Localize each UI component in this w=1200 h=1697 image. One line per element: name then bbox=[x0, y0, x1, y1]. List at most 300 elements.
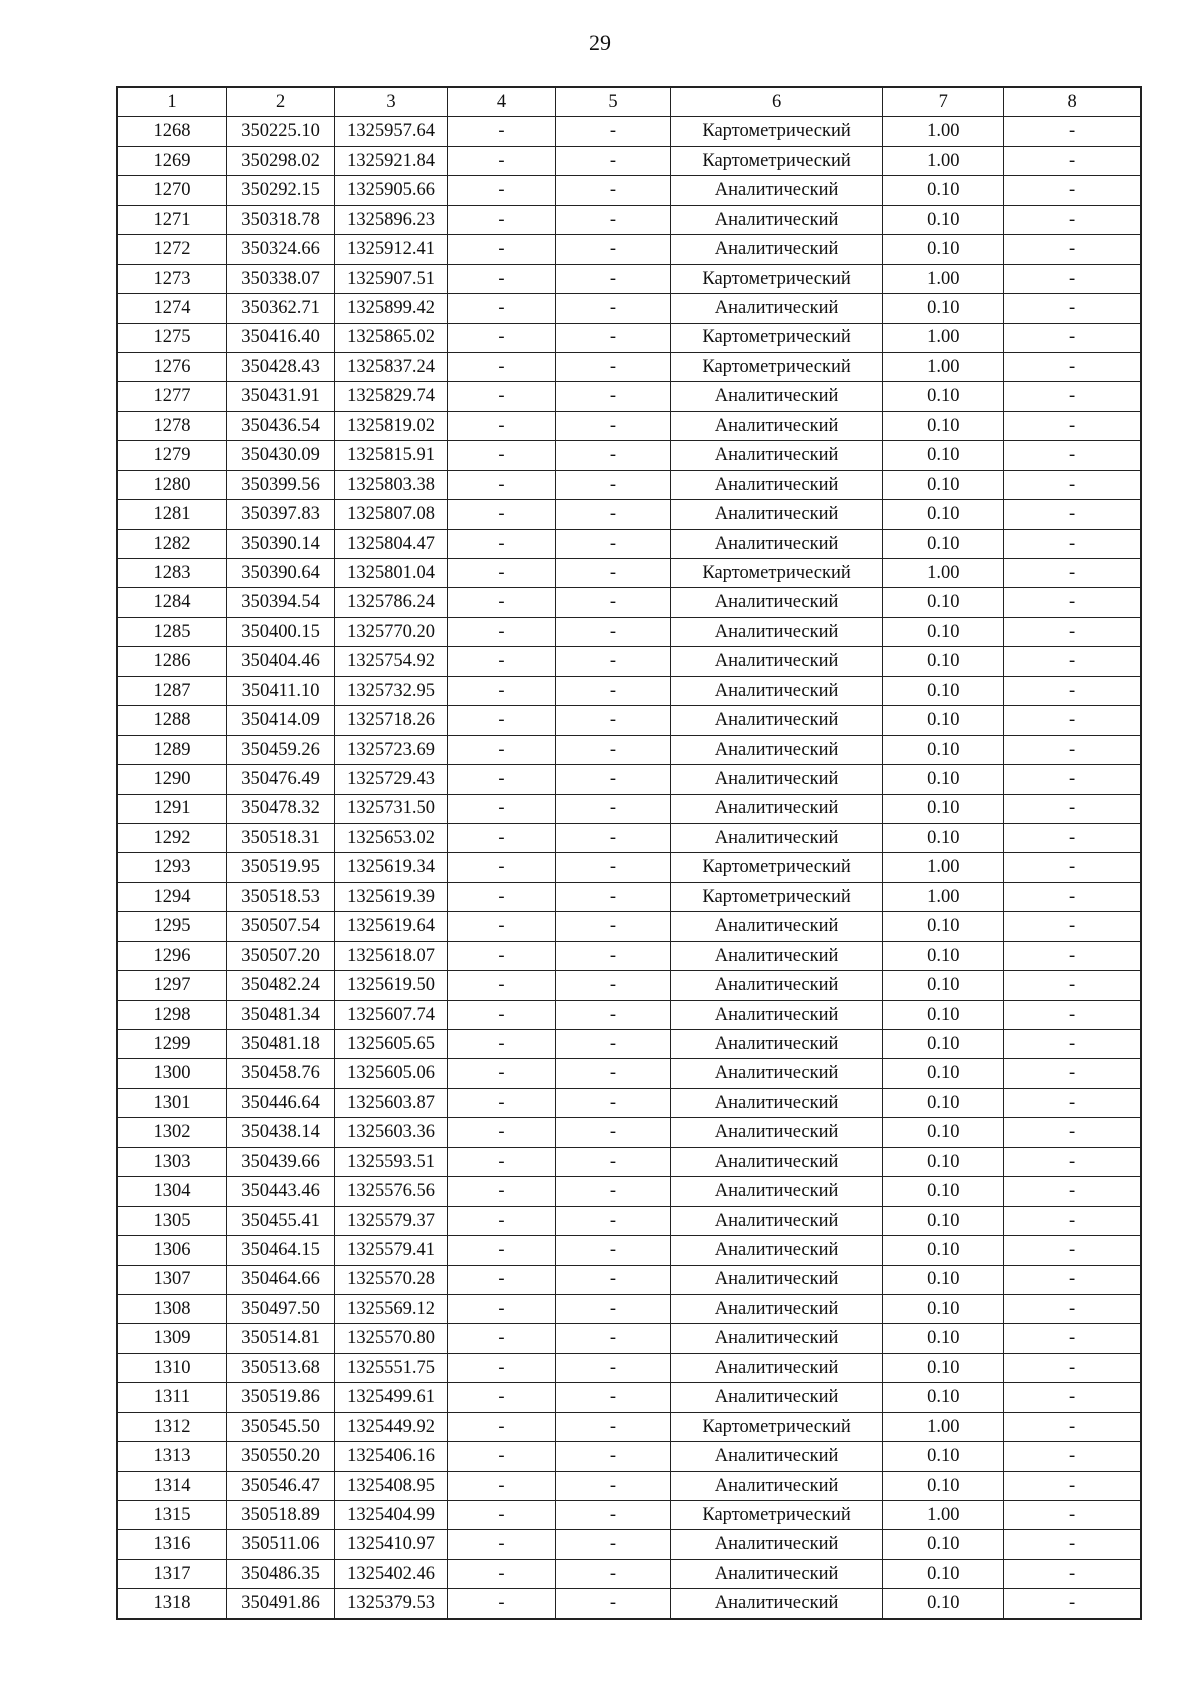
column-8-cell: - bbox=[1004, 617, 1141, 646]
method-cell: Аналитический bbox=[670, 735, 883, 764]
x-coordinate-cell: 350497.50 bbox=[226, 1294, 334, 1323]
column-8-cell: - bbox=[1004, 470, 1141, 499]
column-4-cell: - bbox=[447, 382, 555, 411]
y-coordinate-cell: 1325865.02 bbox=[335, 323, 448, 352]
method-cell: Аналитический bbox=[670, 441, 883, 470]
column-header-5: 5 bbox=[556, 87, 671, 117]
column-8-cell: - bbox=[1004, 1206, 1141, 1235]
accuracy-cell: 0.10 bbox=[883, 794, 1004, 823]
column-5-cell: - bbox=[556, 323, 671, 352]
point-number-cell: 1300 bbox=[117, 1059, 226, 1088]
column-4-cell: - bbox=[447, 706, 555, 735]
x-coordinate-cell: 350514.81 bbox=[226, 1324, 334, 1353]
method-cell: Картометрический bbox=[670, 853, 883, 882]
point-number-cell: 1275 bbox=[117, 323, 226, 352]
x-coordinate-cell: 350362.71 bbox=[226, 294, 334, 323]
column-8-cell: - bbox=[1004, 500, 1141, 529]
column-8-cell: - bbox=[1004, 647, 1141, 676]
x-coordinate-cell: 350481.34 bbox=[226, 1000, 334, 1029]
method-cell: Аналитический bbox=[670, 706, 883, 735]
method-cell: Аналитический bbox=[670, 1294, 883, 1323]
table-row bbox=[117, 352, 1141, 381]
column-5-cell: - bbox=[556, 1236, 671, 1265]
accuracy-cell: 1.00 bbox=[883, 882, 1004, 911]
method-cell: Аналитический bbox=[670, 588, 883, 617]
y-coordinate-cell: 1325619.34 bbox=[335, 853, 448, 882]
accuracy-cell: 0.10 bbox=[883, 1294, 1004, 1323]
column-8-cell: - bbox=[1004, 146, 1141, 175]
y-coordinate-cell: 1325653.02 bbox=[335, 823, 448, 852]
y-coordinate-cell: 1325804.47 bbox=[335, 529, 448, 558]
y-coordinate-cell: 1325605.65 bbox=[335, 1030, 448, 1059]
point-number-cell: 1274 bbox=[117, 294, 226, 323]
x-coordinate-cell: 350439.66 bbox=[226, 1147, 334, 1176]
column-4-cell: - bbox=[447, 1118, 555, 1147]
method-cell: Аналитический bbox=[670, 1265, 883, 1294]
column-4-cell: - bbox=[447, 647, 555, 676]
table-row bbox=[117, 676, 1141, 705]
method-cell: Аналитический bbox=[670, 1383, 883, 1412]
column-8-cell: - bbox=[1004, 941, 1141, 970]
x-coordinate-cell: 350464.66 bbox=[226, 1265, 334, 1294]
column-5-cell: - bbox=[556, 1000, 671, 1029]
x-coordinate-cell: 350338.07 bbox=[226, 264, 334, 293]
y-coordinate-cell: 1325807.08 bbox=[335, 500, 448, 529]
column-4-cell: - bbox=[447, 1059, 555, 1088]
column-5-cell: - bbox=[556, 470, 671, 499]
column-8-cell: - bbox=[1004, 1000, 1141, 1029]
method-cell: Аналитический bbox=[670, 765, 883, 794]
table-row bbox=[117, 1177, 1141, 1206]
method-cell: Аналитический bbox=[670, 205, 883, 234]
y-coordinate-cell: 1325801.04 bbox=[335, 559, 448, 588]
x-coordinate-cell: 350414.09 bbox=[226, 706, 334, 735]
point-number-cell: 1307 bbox=[117, 1265, 226, 1294]
column-4-cell: - bbox=[447, 352, 555, 381]
point-number-cell: 1284 bbox=[117, 588, 226, 617]
point-number-cell: 1306 bbox=[117, 1236, 226, 1265]
column-8-cell: - bbox=[1004, 1442, 1141, 1471]
point-number-cell: 1285 bbox=[117, 617, 226, 646]
y-coordinate-cell: 1325718.26 bbox=[335, 706, 448, 735]
x-coordinate-cell: 350507.20 bbox=[226, 941, 334, 970]
y-coordinate-cell: 1325570.28 bbox=[335, 1265, 448, 1294]
column-5-cell: - bbox=[556, 941, 671, 970]
column-5-cell: - bbox=[556, 1118, 671, 1147]
point-number-cell: 1304 bbox=[117, 1177, 226, 1206]
column-5-cell: - bbox=[556, 1442, 671, 1471]
table-body bbox=[117, 117, 1141, 1619]
method-cell: Аналитический bbox=[670, 823, 883, 852]
table-row bbox=[117, 735, 1141, 764]
column-header-4: 4 bbox=[447, 87, 555, 117]
table-row bbox=[117, 235, 1141, 264]
point-number-cell: 1279 bbox=[117, 441, 226, 470]
point-number-cell: 1312 bbox=[117, 1412, 226, 1441]
x-coordinate-cell: 350464.15 bbox=[226, 1236, 334, 1265]
column-5-cell: - bbox=[556, 1353, 671, 1382]
column-5-cell: - bbox=[556, 617, 671, 646]
table-row bbox=[117, 1000, 1141, 1029]
column-5-cell: - bbox=[556, 882, 671, 911]
column-4-cell: - bbox=[447, 146, 555, 175]
column-5-cell: - bbox=[556, 294, 671, 323]
x-coordinate-cell: 350482.24 bbox=[226, 971, 334, 1000]
method-cell: Картометрический bbox=[670, 146, 883, 175]
column-5-cell: - bbox=[556, 500, 671, 529]
column-5-cell: - bbox=[556, 676, 671, 705]
accuracy-cell: 0.10 bbox=[883, 912, 1004, 941]
column-4-cell: - bbox=[447, 1412, 555, 1441]
point-number-cell: 1289 bbox=[117, 735, 226, 764]
y-coordinate-cell: 1325912.41 bbox=[335, 235, 448, 264]
column-4-cell: - bbox=[447, 1088, 555, 1117]
column-header-3: 3 bbox=[335, 87, 448, 117]
method-cell: Картометрический bbox=[670, 559, 883, 588]
column-8-cell: - bbox=[1004, 205, 1141, 234]
column-5-cell: - bbox=[556, 765, 671, 794]
table-row bbox=[117, 1236, 1141, 1265]
y-coordinate-cell: 1325819.02 bbox=[335, 411, 448, 440]
table-row bbox=[117, 1383, 1141, 1412]
point-number-cell: 1299 bbox=[117, 1030, 226, 1059]
y-coordinate-cell: 1325732.95 bbox=[335, 676, 448, 705]
column-5-cell: - bbox=[556, 176, 671, 205]
column-5-cell: - bbox=[556, 971, 671, 1000]
y-coordinate-cell: 1325957.64 bbox=[335, 117, 448, 146]
column-4-cell: - bbox=[447, 176, 555, 205]
column-4-cell: - bbox=[447, 1236, 555, 1265]
column-5-cell: - bbox=[556, 1559, 671, 1588]
column-5-cell: - bbox=[556, 735, 671, 764]
column-8-cell: - bbox=[1004, 1471, 1141, 1500]
column-8-cell: - bbox=[1004, 1353, 1141, 1382]
table-row bbox=[117, 794, 1141, 823]
column-8-cell: - bbox=[1004, 382, 1141, 411]
accuracy-cell: 0.10 bbox=[883, 1206, 1004, 1235]
table-row bbox=[117, 971, 1141, 1000]
column-8-cell: - bbox=[1004, 1088, 1141, 1117]
y-coordinate-cell: 1325899.42 bbox=[335, 294, 448, 323]
table-row bbox=[117, 853, 1141, 882]
x-coordinate-cell: 350436.54 bbox=[226, 411, 334, 440]
column-4-cell: - bbox=[447, 1383, 555, 1412]
x-coordinate-cell: 350446.64 bbox=[226, 1088, 334, 1117]
column-8-cell: - bbox=[1004, 1059, 1141, 1088]
x-coordinate-cell: 350438.14 bbox=[226, 1118, 334, 1147]
accuracy-cell: 0.10 bbox=[883, 971, 1004, 1000]
y-coordinate-cell: 1325607.74 bbox=[335, 1000, 448, 1029]
x-coordinate-cell: 350411.10 bbox=[226, 676, 334, 705]
accuracy-cell: 0.10 bbox=[883, 1559, 1004, 1588]
point-number-cell: 1302 bbox=[117, 1118, 226, 1147]
method-cell: Аналитический bbox=[670, 1353, 883, 1382]
y-coordinate-cell: 1325815.91 bbox=[335, 441, 448, 470]
column-8-cell: - bbox=[1004, 1530, 1141, 1559]
table-row bbox=[117, 1206, 1141, 1235]
point-number-cell: 1270 bbox=[117, 176, 226, 205]
table-header-row bbox=[117, 87, 1141, 117]
table-row bbox=[117, 941, 1141, 970]
column-8-cell: - bbox=[1004, 588, 1141, 617]
point-number-cell: 1309 bbox=[117, 1324, 226, 1353]
x-coordinate-cell: 350511.06 bbox=[226, 1530, 334, 1559]
accuracy-cell: 0.10 bbox=[883, 823, 1004, 852]
y-coordinate-cell: 1325379.53 bbox=[335, 1589, 448, 1619]
method-cell: Аналитический bbox=[670, 1324, 883, 1353]
column-8-cell: - bbox=[1004, 235, 1141, 264]
column-4-cell: - bbox=[447, 323, 555, 352]
table-row bbox=[117, 1118, 1141, 1147]
accuracy-cell: 0.10 bbox=[883, 441, 1004, 470]
accuracy-cell: 0.10 bbox=[883, 500, 1004, 529]
point-number-cell: 1313 bbox=[117, 1442, 226, 1471]
y-coordinate-cell: 1325618.07 bbox=[335, 941, 448, 970]
table-row bbox=[117, 294, 1141, 323]
point-number-cell: 1271 bbox=[117, 205, 226, 234]
point-number-cell: 1293 bbox=[117, 853, 226, 882]
accuracy-cell: 0.10 bbox=[883, 735, 1004, 764]
column-5-cell: - bbox=[556, 912, 671, 941]
point-number-cell: 1314 bbox=[117, 1471, 226, 1500]
method-cell: Аналитический bbox=[670, 1118, 883, 1147]
y-coordinate-cell: 1325593.51 bbox=[335, 1147, 448, 1176]
point-number-cell: 1315 bbox=[117, 1501, 226, 1530]
accuracy-cell: 0.10 bbox=[883, 1059, 1004, 1088]
y-coordinate-cell: 1325619.64 bbox=[335, 912, 448, 941]
y-coordinate-cell: 1325404.99 bbox=[335, 1501, 448, 1530]
accuracy-cell: 0.10 bbox=[883, 1442, 1004, 1471]
table-row bbox=[117, 411, 1141, 440]
y-coordinate-cell: 1325449.92 bbox=[335, 1412, 448, 1441]
column-8-cell: - bbox=[1004, 529, 1141, 558]
column-header-6: 6 bbox=[670, 87, 883, 117]
x-coordinate-cell: 350458.76 bbox=[226, 1059, 334, 1088]
accuracy-cell: 1.00 bbox=[883, 264, 1004, 293]
accuracy-cell: 0.10 bbox=[883, 1177, 1004, 1206]
column-5-cell: - bbox=[556, 1206, 671, 1235]
column-5-cell: - bbox=[556, 647, 671, 676]
y-coordinate-cell: 1325723.69 bbox=[335, 735, 448, 764]
column-5-cell: - bbox=[556, 352, 671, 381]
method-cell: Аналитический bbox=[670, 235, 883, 264]
column-4-cell: - bbox=[447, 1324, 555, 1353]
table-row bbox=[117, 470, 1141, 499]
column-4-cell: - bbox=[447, 971, 555, 1000]
column-5-cell: - bbox=[556, 794, 671, 823]
method-cell: Аналитический bbox=[670, 617, 883, 646]
y-coordinate-cell: 1325603.87 bbox=[335, 1088, 448, 1117]
method-cell: Аналитический bbox=[670, 1471, 883, 1500]
column-8-cell: - bbox=[1004, 1236, 1141, 1265]
y-coordinate-cell: 1325551.75 bbox=[335, 1353, 448, 1382]
y-coordinate-cell: 1325907.51 bbox=[335, 264, 448, 293]
column-8-cell: - bbox=[1004, 735, 1141, 764]
table-row bbox=[117, 617, 1141, 646]
y-coordinate-cell: 1325402.46 bbox=[335, 1559, 448, 1588]
y-coordinate-cell: 1325570.80 bbox=[335, 1324, 448, 1353]
point-number-cell: 1282 bbox=[117, 529, 226, 558]
y-coordinate-cell: 1325410.97 bbox=[335, 1530, 448, 1559]
method-cell: Аналитический bbox=[670, 647, 883, 676]
column-8-cell: - bbox=[1004, 912, 1141, 941]
column-8-cell: - bbox=[1004, 441, 1141, 470]
method-cell: Аналитический bbox=[670, 382, 883, 411]
method-cell: Аналитический bbox=[670, 470, 883, 499]
accuracy-cell: 0.10 bbox=[883, 382, 1004, 411]
x-coordinate-cell: 350443.46 bbox=[226, 1177, 334, 1206]
column-5-cell: - bbox=[556, 441, 671, 470]
method-cell: Аналитический bbox=[670, 500, 883, 529]
table-row bbox=[117, 765, 1141, 794]
accuracy-cell: 0.10 bbox=[883, 588, 1004, 617]
column-8-cell: - bbox=[1004, 352, 1141, 381]
table-row bbox=[117, 500, 1141, 529]
table-row bbox=[117, 1265, 1141, 1294]
point-number-cell: 1291 bbox=[117, 794, 226, 823]
column-4-cell: - bbox=[447, 559, 555, 588]
table-row bbox=[117, 559, 1141, 588]
point-number-cell: 1268 bbox=[117, 117, 226, 146]
column-8-cell: - bbox=[1004, 1589, 1141, 1619]
column-5-cell: - bbox=[556, 853, 671, 882]
accuracy-cell: 1.00 bbox=[883, 1412, 1004, 1441]
column-header-2: 2 bbox=[226, 87, 334, 117]
method-cell: Аналитический bbox=[670, 1059, 883, 1088]
x-coordinate-cell: 350298.02 bbox=[226, 146, 334, 175]
table-row bbox=[117, 1059, 1141, 1088]
point-number-cell: 1298 bbox=[117, 1000, 226, 1029]
method-cell: Аналитический bbox=[670, 1559, 883, 1588]
point-number-cell: 1278 bbox=[117, 411, 226, 440]
method-cell: Картометрический bbox=[670, 1412, 883, 1441]
point-number-cell: 1283 bbox=[117, 559, 226, 588]
column-4-cell: - bbox=[447, 1353, 555, 1382]
column-5-cell: - bbox=[556, 117, 671, 146]
x-coordinate-cell: 350292.15 bbox=[226, 176, 334, 205]
accuracy-cell: 0.10 bbox=[883, 294, 1004, 323]
column-4-cell: - bbox=[447, 735, 555, 764]
method-cell: Аналитический bbox=[670, 794, 883, 823]
column-4-cell: - bbox=[447, 1559, 555, 1588]
table-row bbox=[117, 1501, 1141, 1530]
y-coordinate-cell: 1325569.12 bbox=[335, 1294, 448, 1323]
column-4-cell: - bbox=[447, 1206, 555, 1235]
column-4-cell: - bbox=[447, 1000, 555, 1029]
table-row bbox=[117, 1442, 1141, 1471]
method-cell: Аналитический bbox=[670, 529, 883, 558]
column-8-cell: - bbox=[1004, 176, 1141, 205]
point-number-cell: 1290 bbox=[117, 765, 226, 794]
column-4-cell: - bbox=[447, 912, 555, 941]
column-5-cell: - bbox=[556, 823, 671, 852]
column-5-cell: - bbox=[556, 382, 671, 411]
method-cell: Аналитический bbox=[670, 1589, 883, 1619]
table-row bbox=[117, 588, 1141, 617]
y-coordinate-cell: 1325754.92 bbox=[335, 647, 448, 676]
column-8-cell: - bbox=[1004, 1324, 1141, 1353]
x-coordinate-cell: 350399.56 bbox=[226, 470, 334, 499]
y-coordinate-cell: 1325803.38 bbox=[335, 470, 448, 499]
column-8-cell: - bbox=[1004, 323, 1141, 352]
accuracy-cell: 0.10 bbox=[883, 235, 1004, 264]
column-4-cell: - bbox=[447, 676, 555, 705]
accuracy-cell: 0.10 bbox=[883, 1118, 1004, 1147]
column-4-cell: - bbox=[447, 941, 555, 970]
column-4-cell: - bbox=[447, 1501, 555, 1530]
accuracy-cell: 0.10 bbox=[883, 1353, 1004, 1382]
accuracy-cell: 0.10 bbox=[883, 1265, 1004, 1294]
column-4-cell: - bbox=[447, 529, 555, 558]
x-coordinate-cell: 350416.40 bbox=[226, 323, 334, 352]
x-coordinate-cell: 350519.95 bbox=[226, 853, 334, 882]
column-8-cell: - bbox=[1004, 264, 1141, 293]
table-row bbox=[117, 1412, 1141, 1441]
point-number-cell: 1295 bbox=[117, 912, 226, 941]
column-4-cell: - bbox=[447, 1147, 555, 1176]
column-header-8: 8 bbox=[1004, 87, 1141, 117]
column-5-cell: - bbox=[556, 1265, 671, 1294]
point-number-cell: 1316 bbox=[117, 1530, 226, 1559]
accuracy-cell: 0.10 bbox=[883, 765, 1004, 794]
accuracy-cell: 0.10 bbox=[883, 1236, 1004, 1265]
x-coordinate-cell: 350390.64 bbox=[226, 559, 334, 588]
column-4-cell: - bbox=[447, 500, 555, 529]
column-4-cell: - bbox=[447, 617, 555, 646]
column-4-cell: - bbox=[447, 1030, 555, 1059]
x-coordinate-cell: 350491.86 bbox=[226, 1589, 334, 1619]
y-coordinate-cell: 1325896.23 bbox=[335, 205, 448, 234]
coordinates-table bbox=[116, 86, 1142, 1620]
point-number-cell: 1311 bbox=[117, 1383, 226, 1412]
column-4-cell: - bbox=[447, 1530, 555, 1559]
accuracy-cell: 0.10 bbox=[883, 1147, 1004, 1176]
table-row bbox=[117, 117, 1141, 146]
x-coordinate-cell: 350486.35 bbox=[226, 1559, 334, 1588]
column-8-cell: - bbox=[1004, 1118, 1141, 1147]
column-5-cell: - bbox=[556, 559, 671, 588]
column-8-cell: - bbox=[1004, 882, 1141, 911]
method-cell: Аналитический bbox=[670, 1206, 883, 1235]
table-row bbox=[117, 1353, 1141, 1382]
method-cell: Аналитический bbox=[670, 971, 883, 1000]
accuracy-cell: 0.10 bbox=[883, 205, 1004, 234]
column-8-cell: - bbox=[1004, 971, 1141, 1000]
point-number-cell: 1281 bbox=[117, 500, 226, 529]
accuracy-cell: 1.00 bbox=[883, 352, 1004, 381]
table-row bbox=[117, 1589, 1141, 1619]
y-coordinate-cell: 1325406.16 bbox=[335, 1442, 448, 1471]
x-coordinate-cell: 350546.47 bbox=[226, 1471, 334, 1500]
accuracy-cell: 0.10 bbox=[883, 1530, 1004, 1559]
column-5-cell: - bbox=[556, 1530, 671, 1559]
y-coordinate-cell: 1325619.50 bbox=[335, 971, 448, 1000]
x-coordinate-cell: 350550.20 bbox=[226, 1442, 334, 1471]
point-number-cell: 1276 bbox=[117, 352, 226, 381]
x-coordinate-cell: 350545.50 bbox=[226, 1412, 334, 1441]
column-4-cell: - bbox=[447, 264, 555, 293]
column-8-cell: - bbox=[1004, 853, 1141, 882]
x-coordinate-cell: 350428.43 bbox=[226, 352, 334, 381]
x-coordinate-cell: 350318.78 bbox=[226, 205, 334, 234]
method-cell: Аналитический bbox=[670, 294, 883, 323]
column-5-cell: - bbox=[556, 205, 671, 234]
table-row bbox=[117, 1324, 1141, 1353]
page-number: 29 bbox=[589, 30, 611, 55]
column-8-cell: - bbox=[1004, 823, 1141, 852]
column-4-cell: - bbox=[447, 294, 555, 323]
point-number-cell: 1272 bbox=[117, 235, 226, 264]
